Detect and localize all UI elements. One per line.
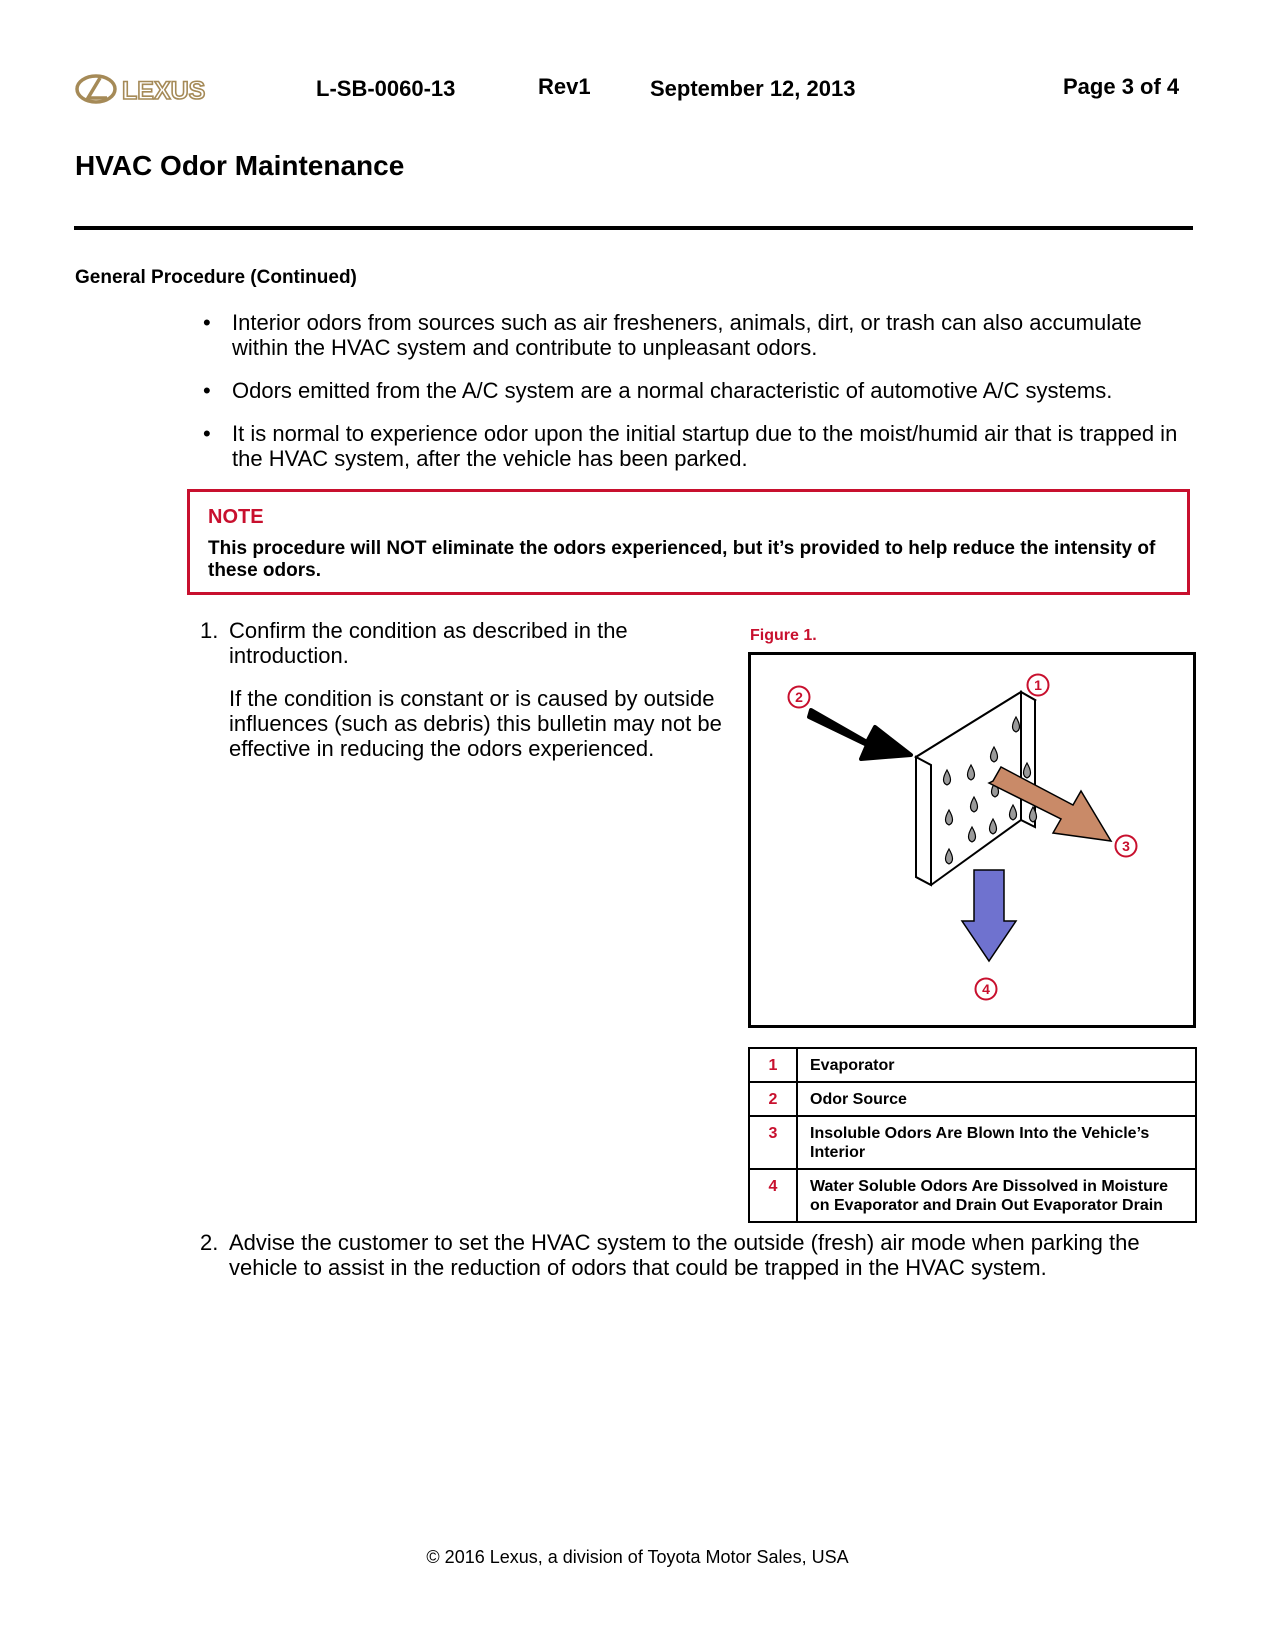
step-number: 1. <box>200 618 219 643</box>
list-item: • Interior odors from sources such as air fresheners, animals, dirt, or trash can also accumulate within the HVAC system and contribute to unpleasant odors. <box>203 310 1142 360</box>
note-text: This procedure will NOT eliminate the odors experienced, but it’s provided to help reduce the intensity of these odors. <box>208 538 1156 581</box>
revision: Rev1 <box>538 74 591 99</box>
callout-1 <box>1028 675 1049 696</box>
legend-number: 1 <box>749 1048 797 1082</box>
figure-1 <box>748 652 1196 1028</box>
legend-text: Insoluble Odors Are Blown Into the Vehicle’s Interior <box>797 1116 1196 1169</box>
evaporator-edge <box>916 757 931 885</box>
step-number: 2. <box>200 1230 219 1255</box>
figure-label: Figure 1. <box>750 627 817 644</box>
callout-2 <box>789 687 810 708</box>
callout-4 <box>976 979 997 1000</box>
bulletin-number: L-SB-0060-13 <box>316 76 456 101</box>
figure-legend <box>748 1047 1197 1223</box>
bullet-list <box>200 310 1200 489</box>
legend-number: 4 <box>749 1169 797 1222</box>
legend-text: Odor Source <box>797 1082 1196 1116</box>
callout-number: 4 <box>982 981 990 997</box>
list-item: • Odors emitted from the A/C system are a normal characteristic of automotive A/C systems. <box>203 378 1113 403</box>
callout-number: 3 <box>1122 838 1130 854</box>
legend-number: 2 <box>749 1082 797 1116</box>
callout-3 <box>1116 836 1137 857</box>
bullet-text: It is normal to experience odor upon the initial startup due to the moist/humid air that is trapped in the HVAC system, after the vehicle has been parked. <box>232 421 1178 471</box>
title-divider <box>74 226 1193 230</box>
step-text: Confirm the condition as described in the introduction. <box>229 618 628 668</box>
step-2 <box>200 1230 1200 1280</box>
step-text: Advise the customer to set the HVAC system to the outside (fresh) air mode when parking the vehicle to assist in the reduction of odors that could be trapped in the HVAC system. <box>229 1230 1140 1280</box>
page-number: Page 3 of 4 <box>1063 74 1180 99</box>
legend-text: Water Soluble Odors Are Dissolved in Moisture on Evaporator and Drain Out Evaporator Drain <box>797 1169 1196 1222</box>
table-row <box>749 1116 1196 1169</box>
odor-source-arrow <box>809 710 911 759</box>
page-title: HVAC Odor Maintenance <box>75 150 405 181</box>
list-item: • It is normal to experience odor upon the initial startup due to the moist/humid air that is trapped in the HVAC system, after the vehicle has been parked. <box>203 421 1178 471</box>
evaporator-diagram <box>751 655 1193 1025</box>
table-row <box>749 1169 1196 1222</box>
legend-text: Evaporator <box>797 1048 1196 1082</box>
table-row <box>749 1082 1196 1116</box>
brand-wordmark: LEXUS <box>122 77 206 105</box>
note-box <box>187 489 1190 595</box>
lexus-logo <box>74 72 234 106</box>
copyright-footer: © 2016 Lexus, a division of Toyota Motor Sales, USA <box>426 1547 849 1567</box>
soluble-odors-arrow <box>962 870 1016 961</box>
table-row <box>749 1048 1196 1082</box>
bulletin-date: September 12, 2013 <box>650 76 856 101</box>
step-note: If the condition is constant or is caused by outside influences (such as debris) this bulletin may not be effective in reducing the odors experienced. <box>229 686 722 761</box>
section-heading: General Procedure (Continued) <box>75 267 357 288</box>
note-label: NOTE <box>208 506 264 528</box>
callout-number: 1 <box>1034 677 1042 693</box>
callout-number: 2 <box>795 689 803 705</box>
legend-number: 3 <box>749 1116 797 1169</box>
bullet-text: Interior odors from sources such as air fresheners, animals, dirt, or trash can also accumulate within the HVAC system and contribute to unpleasant odors. <box>232 310 1142 360</box>
step-1 <box>200 618 730 761</box>
bullet-text: Odors emitted from the A/C system are a normal characteristic of automotive A/C systems. <box>232 378 1113 403</box>
